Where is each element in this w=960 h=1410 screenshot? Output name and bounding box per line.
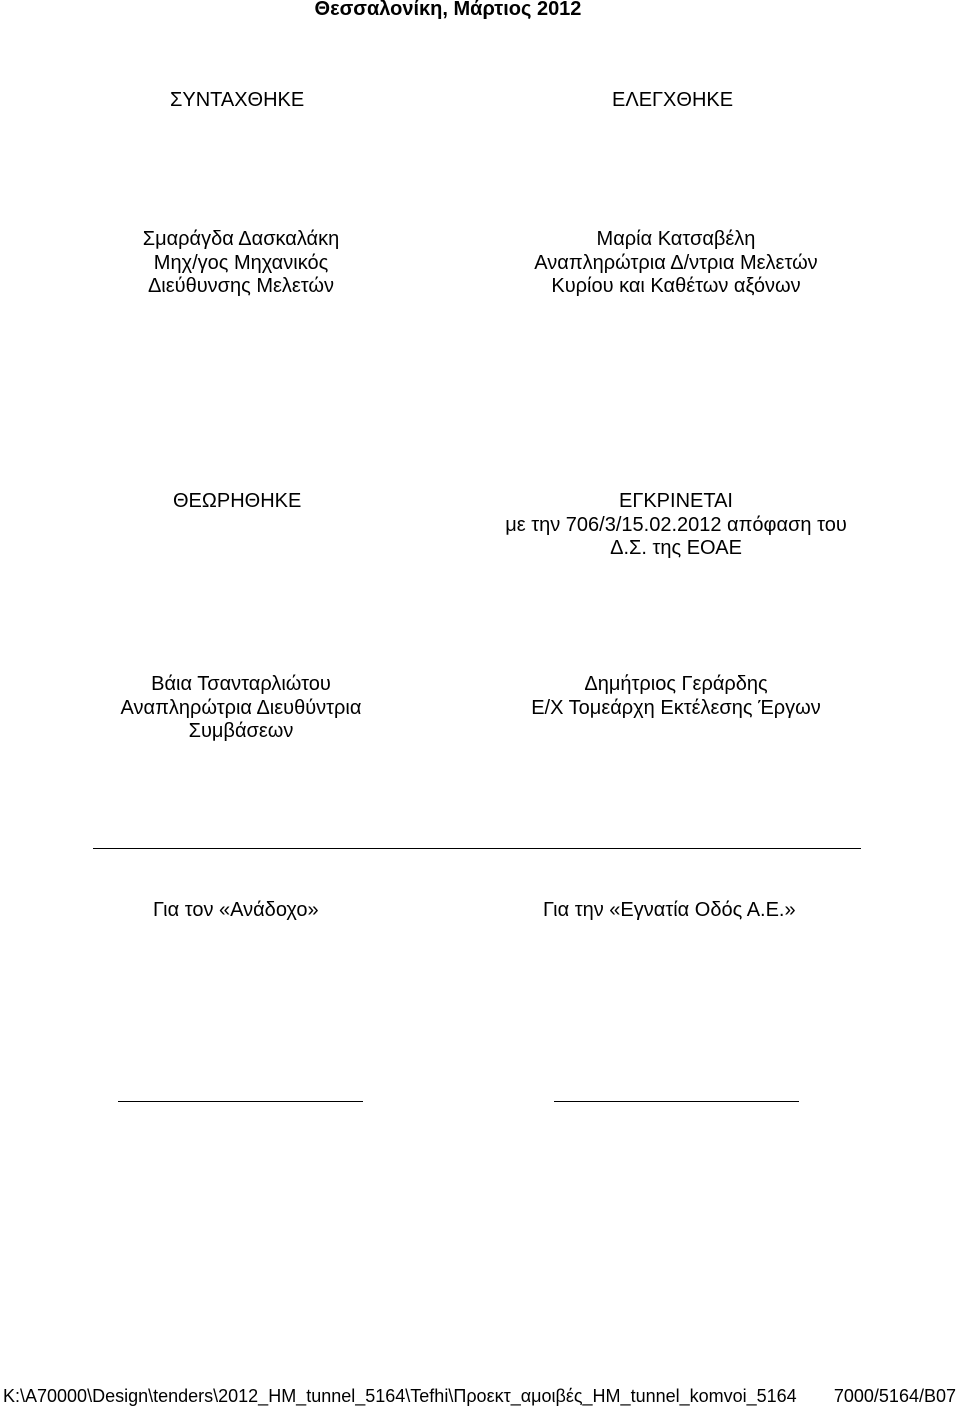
approved-decision: [480, 490, 872, 561]
owner-label: Για την «Εγνατία Οδός Α.Ε.»: [543, 899, 796, 921]
place-date-title: Θεσσαλονίκη, Μάρτιος 2012: [314, 0, 582, 20]
owner-signature-line: [554, 1101, 799, 1102]
reviewed-role-line2: Συμβάσεων: [188, 720, 294, 742]
checked-role-line1: Αναπληρώτρια Δ/ντρια Μελετών: [534, 251, 818, 274]
drafted-role-line2: Διεύθυνσης Μελετών: [147, 275, 335, 297]
approved-signatory: [500, 673, 852, 720]
checked-name: Μαρία Κατσαβέλη: [596, 228, 756, 250]
drafted-heading: ΣΥΝΤΑΧΘΗΚΕ: [170, 89, 305, 111]
drafted-role-line1: Μηχ/γος Μηχανικός: [153, 251, 329, 274]
reviewed-role-line1: Αναπληρώτρια Διευθύντρια: [120, 696, 362, 719]
footer-file-path: K:\A70000\Design\tenders\2012_HM_tunnel_5164\Tefhi\Προεκτ_αμοιβές_HM_tunnel_komvoi_5164: [3, 1386, 797, 1406]
section-divider: [93, 848, 861, 849]
approved-heading: ΕΓΚΡΙΝΕΤΑΙ: [618, 490, 733, 512]
checked-role-line2: Κυρίου και Καθέτων αξόνων: [551, 275, 801, 297]
reviewed-name: Βάια Τσανταρλιώτου: [151, 673, 331, 695]
footer-doc-code: 7000/5164/Β07: [833, 1386, 956, 1406]
drafted-signatory: [90, 228, 392, 299]
checked-heading: ΕΛΕΓΧΘΗΚΕ: [612, 89, 734, 111]
checked-signatory: [500, 228, 852, 299]
approved-role-line1: Ε/Χ Τομεάρχη Εκτέλεσης Έργων: [531, 696, 821, 719]
approved-decision-line1: με την 706/3/15.02.2012 απόφαση του: [505, 513, 847, 536]
approved-name: Δημήτριος Γεράρδης: [584, 673, 768, 695]
reviewed-signatory: [90, 673, 392, 744]
approved-decision-line2: Δ.Σ. της ΕΟΑΕ: [610, 537, 742, 559]
contractor-label: Για τον «Ανάδοχο»: [153, 899, 319, 921]
contractor-signature-line: [118, 1101, 363, 1102]
reviewed-heading: ΘΕΩΡΗΘΗΚΕ: [173, 490, 302, 512]
drafted-name: Σμαράγδα Δασκαλάκη: [142, 228, 340, 250]
